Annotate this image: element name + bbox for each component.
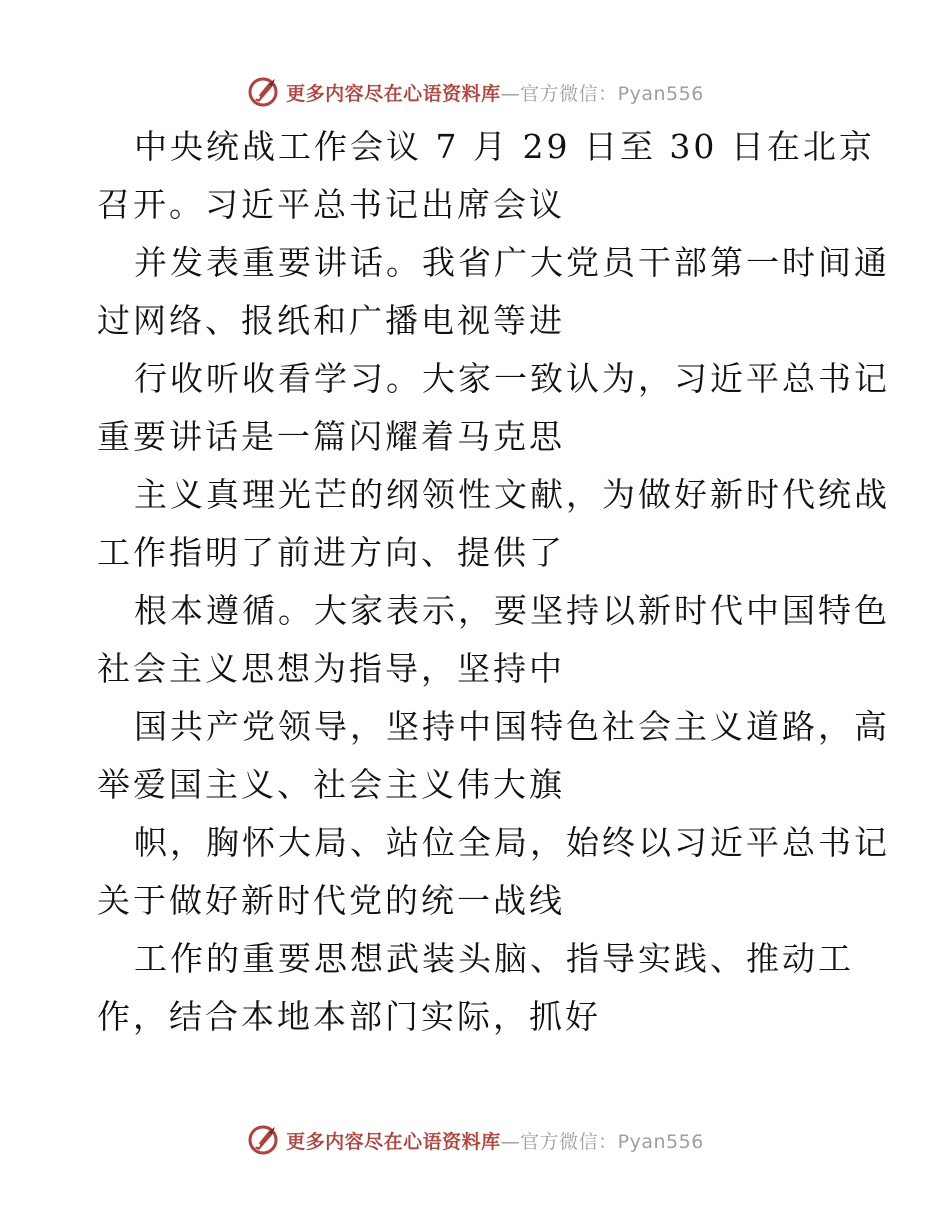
- banner-wechat-text: 官方微信：Pyan556: [520, 1130, 704, 1153]
- paragraph-line-10: 社会主义思想为指导，坚持中: [97, 649, 565, 688]
- paragraph-line-8: 工作指明了前进方向、提供了: [97, 533, 565, 572]
- banner-wechat-text: 官方微信：Pyan556: [520, 82, 704, 105]
- body-text: [97, 118, 890, 1046]
- paragraph-line-11: 国共产党领导，坚持中国特色社会主义道路，高: [134, 707, 890, 746]
- paragraph-line-13: 帜，胸怀大局、站位全局，始终以习近平总书记: [134, 823, 890, 862]
- quill-pen-circle-icon: [246, 1123, 280, 1157]
- banner-lead-text: 更多内容尽在心语资料库: [286, 82, 501, 105]
- paragraph-line-12: 举爱国主义、社会主义伟大旗: [97, 765, 565, 804]
- banner-dash: —: [500, 1130, 521, 1153]
- paragraph-line-16: 作，结合本地本部门实际，抓好: [97, 997, 601, 1036]
- paragraph-line-3: 并发表重要讲话。我省广大党员干部第一时间通: [134, 243, 890, 282]
- paragraph-line-9: 根本遵循。大家表示，要坚持以新时代中国特色: [134, 591, 890, 630]
- banner-text: [286, 79, 704, 106]
- banner-lead-text: 更多内容尽在心语资料库: [286, 1130, 501, 1153]
- paragraph-line-15: 工作的重要思想武装头脑、指导实践、推动工: [134, 939, 854, 978]
- paragraph-line-14: 关于做好新时代党的统一战线: [97, 881, 565, 920]
- paragraph-line-1: 中央统战工作会议 7 月 29 日至 30 日在北京: [134, 127, 875, 166]
- paragraph-line-4: 过网络、报纸和广播电视等进: [97, 301, 565, 340]
- paragraph-line-5: 行收听收看学习。大家一致认为，习近平总书记: [134, 359, 890, 398]
- banner-text: [286, 1127, 704, 1154]
- quill-pen-circle-icon: [246, 75, 280, 109]
- header-banner: [0, 72, 950, 112]
- banner-dash: —: [500, 82, 521, 105]
- paragraph-line-7: 主义真理光芒的纲领性文献，为做好新时代统战: [134, 475, 890, 514]
- paragraph-line-6: 重要讲话是一篇闪耀着马克思: [97, 417, 565, 456]
- footer-banner: [0, 1120, 950, 1160]
- paragraph-line-2: 召开。习近平总书记出席会议: [97, 185, 565, 224]
